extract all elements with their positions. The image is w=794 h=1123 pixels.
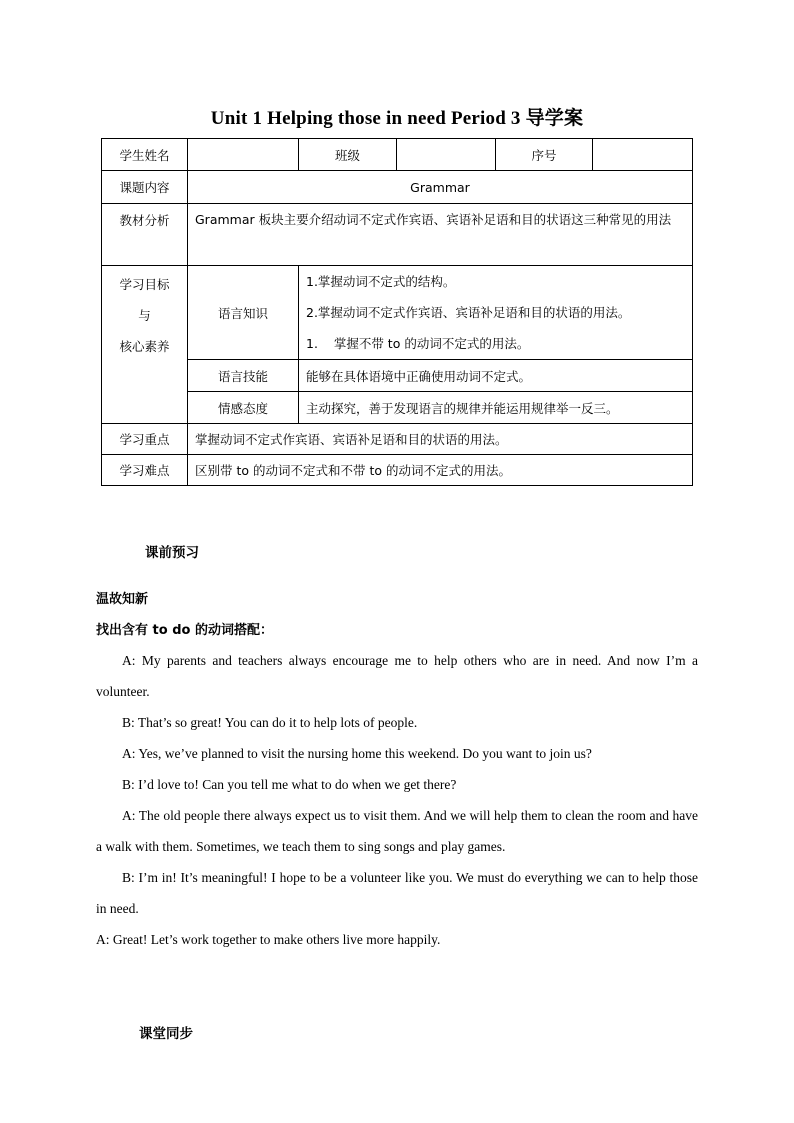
emotion-label: 情感态度 [188,392,299,424]
emotion-row [102,392,693,424]
dialogue-line: B: I’m in! It’s meaningful! I hope to be a volunteer like you. We must do everything we can to help those in need. [96,870,698,916]
difficulty-text: 区别带 to 的动词不定式和不带 to 的动词不定式的用法。 [188,455,693,486]
dialogue-line: A: Yes, we’ve planned to visit the nursing home this weekend. Do you want to join us? [122,746,592,761]
page-title: Unit 1 Helping those in need Period 3 导学案 [210,108,584,129]
review-subheading: 温故知新 [96,592,149,607]
language-skill-label: 语言技能 [188,360,299,392]
student-name-label: 学生姓名 [102,139,188,171]
goals-label-line: 学习目标 [119,277,170,292]
goals-label-line: 与 [138,308,151,323]
class-field[interactable] [397,139,496,171]
language-knowledge-list [299,266,693,360]
list-item: 2.掌握动词不定式作宾语、宾语补足语和目的状语的用法。 [306,305,631,320]
language-skill-text: 能够在具体语境中正确使用动词不定式。 [299,360,693,392]
number-label: 序号 [496,139,593,171]
number-field[interactable] [593,139,693,171]
difficulty-row [102,455,693,486]
analysis-row [102,204,693,266]
emotion-text: 主动探究，善于发现语言的规律并能运用规律举一反三。 [299,392,693,424]
goals-label [102,266,188,424]
analysis-text: Grammar 板块主要介绍动词不定式作宾语、宾语补足语和目的状语这三种常见的用法 [188,204,693,266]
dialogue [96,645,698,955]
topic-row [102,171,693,204]
preview-heading: 课前预习 [145,545,199,561]
language-knowledge-row [102,266,693,360]
key-point-text: 掌握动词不定式作宾语、宾语补足语和目的状语的用法。 [188,424,693,455]
goals-label-line: 核心素养 [119,339,170,354]
key-point-label: 学习重点 [102,424,188,455]
task-subheading: 找出含有 to do 的动词搭配： [96,623,273,638]
lesson-info-table [101,138,693,486]
dialogue-line: B: That’s so great! You can do it to help lots of people. [122,715,418,730]
class-label: 班级 [299,139,397,171]
analysis-label: 教材分析 [102,204,188,266]
classroom-heading: 课堂同步 [139,1026,193,1042]
dialogue-line: A: Great! Let’s work together to make others live more happily. [96,932,441,947]
dialogue-line: A: My parents and teachers always encourage me to help others who are in need. And now I’m a volunteer. [96,653,698,699]
language-skill-row [102,360,693,392]
list-item: 1.掌握动词不定式的结构。 [306,274,456,289]
student-info-row [102,139,693,171]
key-point-row [102,424,693,455]
dialogue-line: B: I’d love to! Can you tell me what to do when we get there? [122,777,457,792]
language-knowledge-label: 语言知识 [188,266,299,360]
difficulty-label: 学习难点 [102,455,188,486]
topic-label: 课题内容 [102,171,188,204]
dialogue-line: A: The old people there always expect us to visit them. And we will help them to clean the room and have a walk with them. Sometimes, we teach them to sing songs and play games. [96,808,698,854]
list-item: 1. 掌握不带 to 的动词不定式的用法。 [306,336,530,351]
student-name-field[interactable] [188,139,299,171]
topic-value: Grammar [188,171,693,204]
